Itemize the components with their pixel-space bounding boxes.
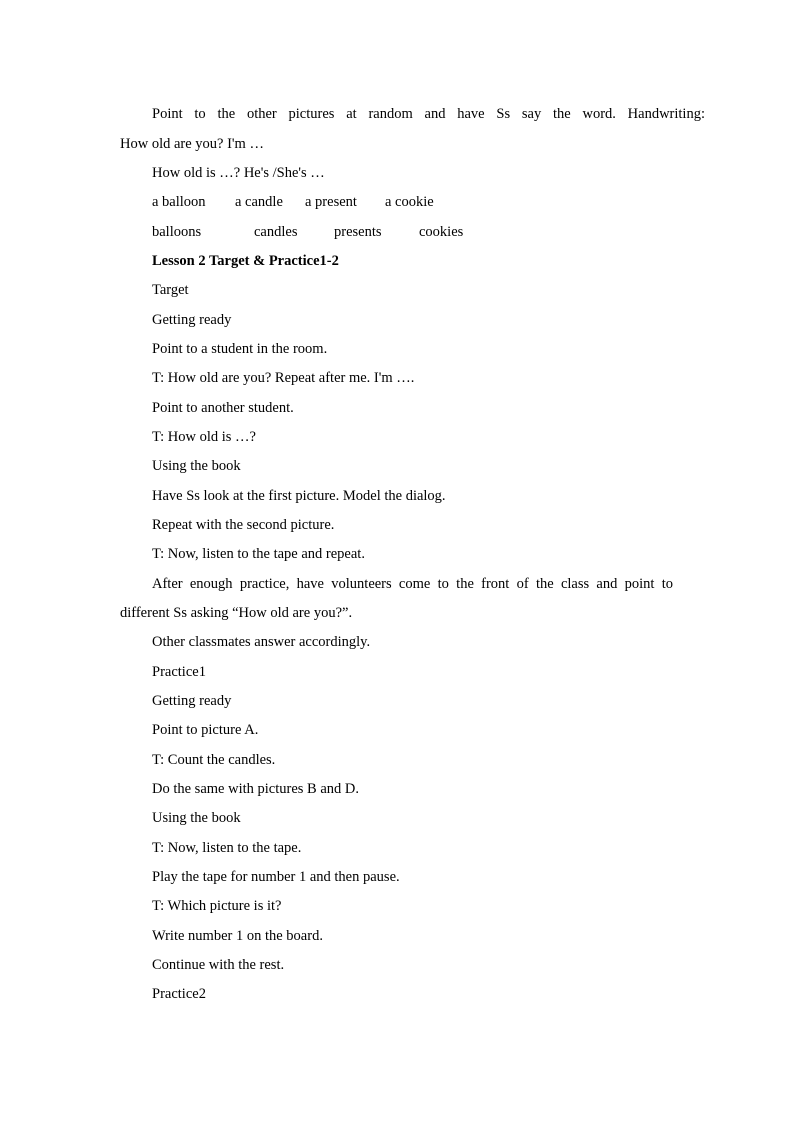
text-line: T: Now, listen to the tape. — [152, 840, 302, 856]
paragraph-line: different Ss asking “How old are you?”. — [120, 605, 353, 621]
paragraph-line: After enough practice, have volunteers come to the front of the class and point to — [152, 576, 673, 592]
text-line: T: How old are you? Repeat after me. I'm …. — [152, 370, 415, 386]
vocab-word: a balloon — [152, 194, 206, 210]
paragraph-line: Point to the other pictures at random and have Ss say the word. Handwriting: — [152, 106, 705, 122]
text-line: Practice2 — [152, 986, 206, 1002]
text-line: Getting ready — [152, 312, 232, 328]
vocab-word: cookies — [419, 224, 464, 240]
text-line: Using the book — [152, 810, 241, 826]
text-line: Point to picture A. — [152, 722, 259, 738]
text-line: Other classmates answer accordingly. — [152, 634, 371, 650]
text-line: T: Which picture is it? — [152, 898, 282, 914]
vocab-word: a cookie — [385, 194, 434, 210]
vocab-word: a present — [305, 194, 357, 210]
text-line: T: How old is …? — [152, 429, 256, 445]
text-line: Using the book — [152, 458, 241, 474]
text-line: How old is …? He's /She's … — [152, 165, 325, 181]
text-line: Point to a student in the room. — [152, 341, 328, 357]
text-line: Have Ss look at the first picture. Model the dialog. — [152, 488, 446, 504]
text-line: T: Count the candles. — [152, 752, 276, 768]
text-line: Target — [152, 282, 189, 298]
text-line: Repeat with the second picture. — [152, 517, 335, 533]
text-line: T: Now, listen to the tape and repeat. — [152, 546, 365, 562]
text-line: Continue with the rest. — [152, 957, 285, 973]
vocab-word: presents — [334, 224, 382, 240]
vocab-word: balloons — [152, 224, 202, 240]
text-line: Write number 1 on the board. — [152, 928, 323, 944]
text-line: Do the same with pictures B and D. — [152, 781, 359, 797]
text-line: Play the tape for number 1 and then pause. — [152, 869, 400, 885]
text-line: Getting ready — [152, 693, 232, 709]
vocab-word: a candle — [235, 194, 283, 210]
vocab-word: candles — [254, 224, 298, 240]
lesson-heading: Lesson 2 Target & Practice1-2 — [152, 253, 339, 269]
text-line: Point to another student. — [152, 400, 294, 416]
text-line: Practice1 — [152, 664, 206, 680]
paragraph-line: How old are you? I'm … — [120, 136, 264, 152]
